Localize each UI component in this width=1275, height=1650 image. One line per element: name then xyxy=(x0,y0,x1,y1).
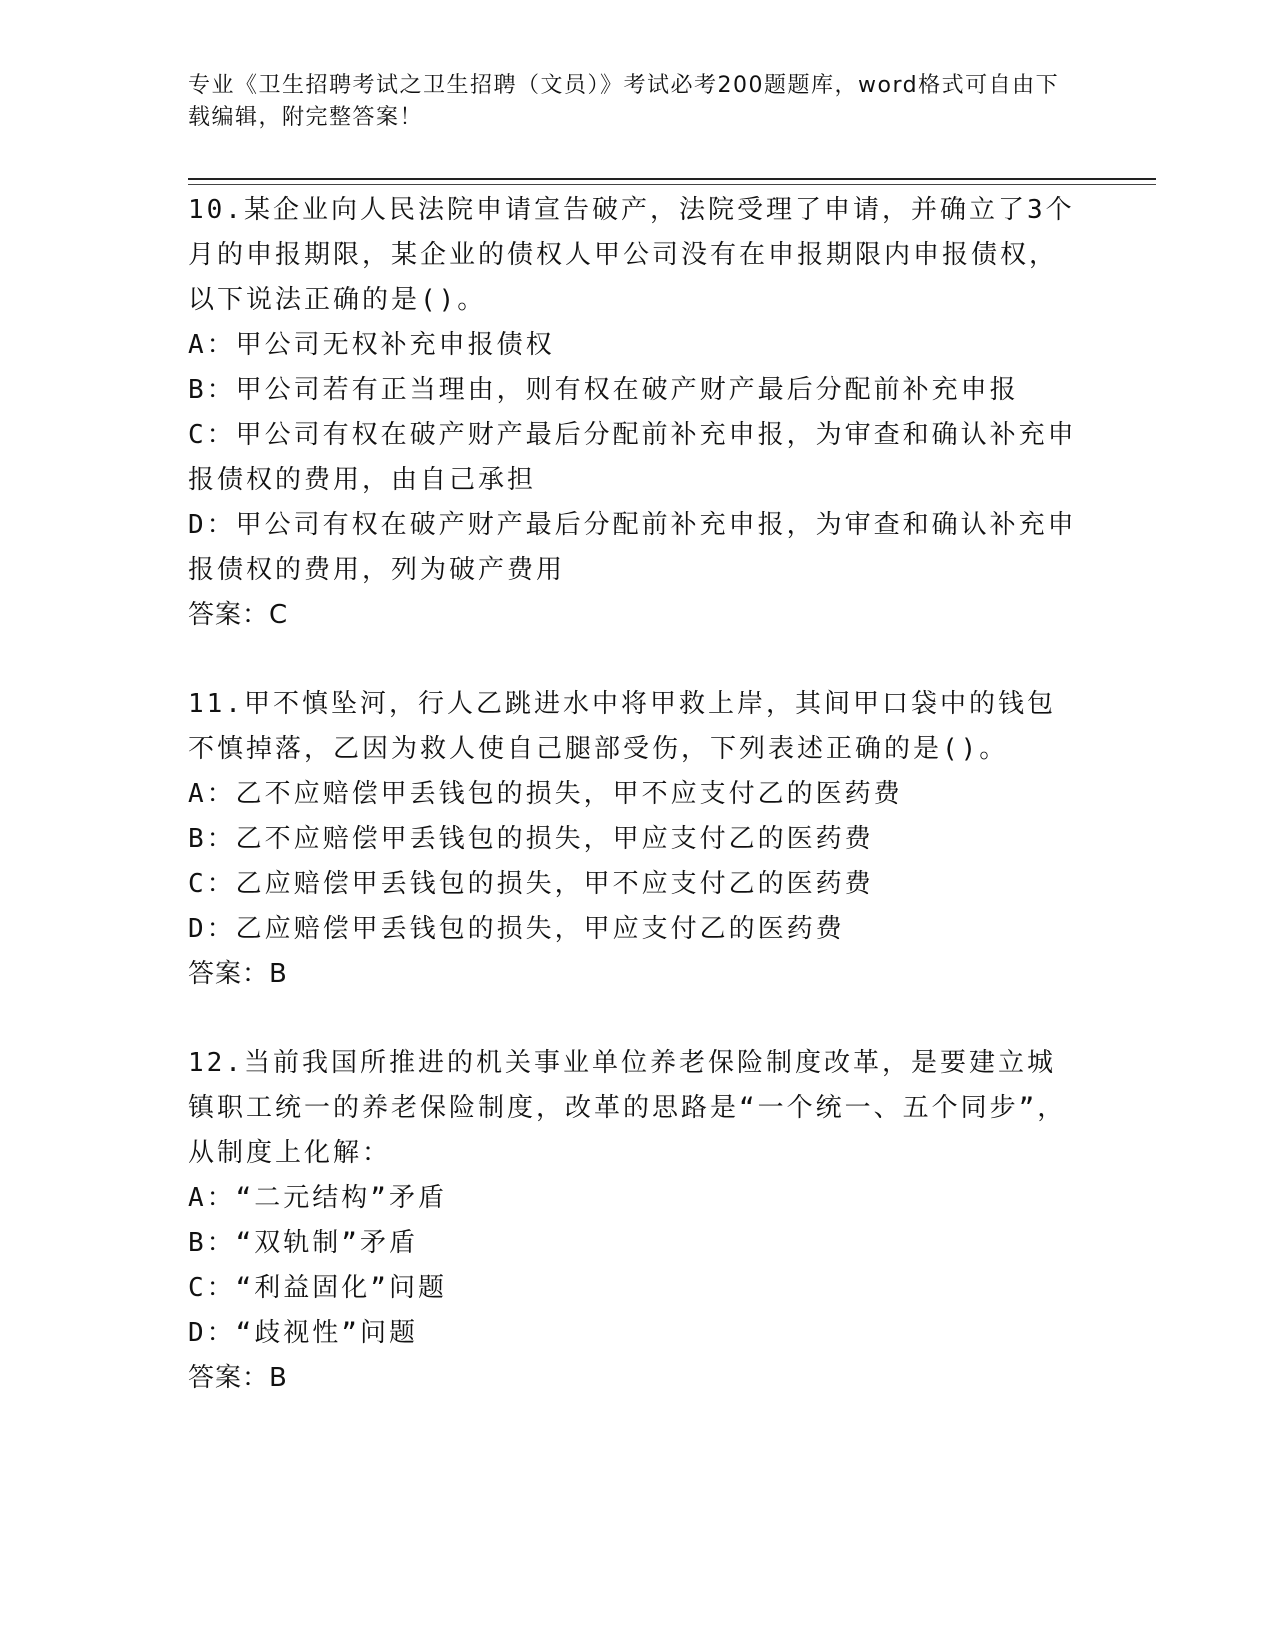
option-b: B：“双轨制”矛盾 xyxy=(188,1228,418,1258)
option-d: D：乙应赔偿甲丢钱包的损失，甲应支付乙的医药费 xyxy=(188,914,845,944)
option-c: C：甲公司有权在破产财产最后分配前补充申报，为审查和确认补充申报债权的费用，由自己承担 xyxy=(188,420,1077,495)
answer-line: 答案：C xyxy=(188,600,289,630)
question-stem: 11.甲不慎坠河，行人乙跳进水中将甲救上岸，其间甲口袋中的钱包不慎掉落，乙因为救人使自己腿部受伤，下列表述正确的是()。 xyxy=(188,689,1056,764)
question-spacer xyxy=(188,997,1078,1041)
option-a: A：“二元结构”矛盾 xyxy=(188,1183,447,1213)
option-a: A：乙不应赔偿甲丢钱包的损失，甲不应支付乙的医药费 xyxy=(188,779,903,809)
option-b: B：甲公司若有正当理由，则有权在破产财产最后分配前补充申报 xyxy=(188,375,1019,405)
answer-line: 答案：B xyxy=(188,959,288,989)
option-d: D：“歧视性”问题 xyxy=(188,1318,418,1348)
answer-line: 答案：B xyxy=(188,1363,288,1393)
option-c: C：“利益固化”问题 xyxy=(188,1273,447,1303)
header-divider-thick xyxy=(188,178,1156,180)
option-a: A：甲公司无权补充申报债权 xyxy=(188,330,555,360)
question-10 xyxy=(188,188,1078,638)
question-list xyxy=(188,188,1078,1401)
option-d: D：甲公司有权在破产财产最后分配前补充申报，为审查和确认补充申报债权的费用，列为破产费用 xyxy=(188,510,1077,585)
option-c: C：乙应赔偿甲丢钱包的损失，甲不应支付乙的医药费 xyxy=(188,869,874,899)
question-12 xyxy=(188,1041,1078,1401)
question-stem: 10.某企业向人民法院申请宣告破产，法院受理了申请，并确立了3个月的申报期限，某企业的债权人甲公司没有在申报期限内申报债权，以下说法正确的是()。 xyxy=(188,195,1075,315)
option-b: B：乙不应赔偿甲丢钱包的损失，甲应支付乙的医药费 xyxy=(188,824,874,854)
document-header: 专业《卫生招聘考试之卫生招聘（文员）》考试必考200题题库，word格式可自由下载编辑，附完整答案！ xyxy=(188,73,1060,130)
question-11 xyxy=(188,682,1078,997)
question-stem: 12.当前我国所推进的机关事业单位养老保险制度改革，是要建立城镇职工统一的养老保险制度，改革的思路是“一个统一、五个同步”，从制度上化解： xyxy=(188,1048,1067,1168)
question-spacer xyxy=(188,638,1078,682)
header-divider-thin xyxy=(188,184,1156,185)
